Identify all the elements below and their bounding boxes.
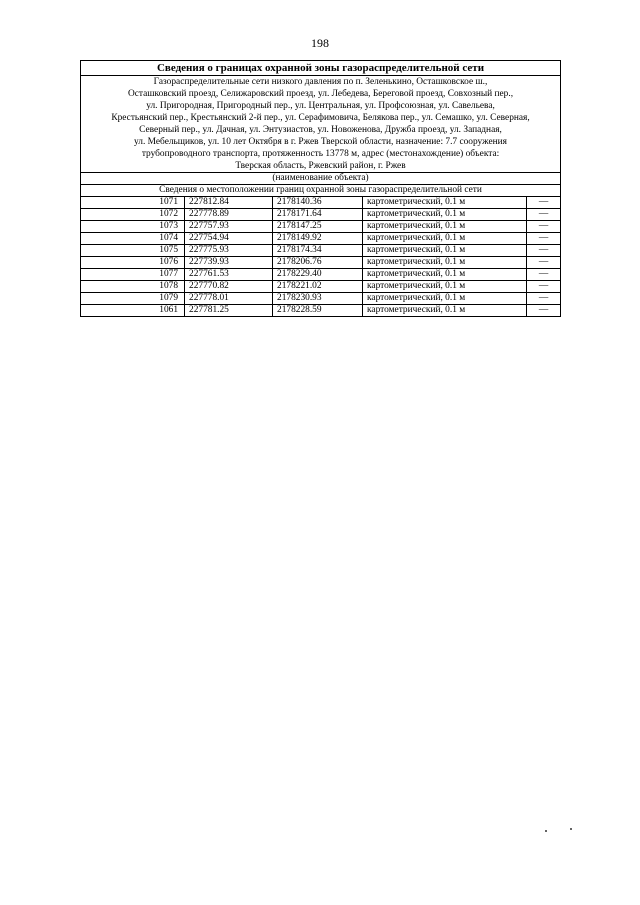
coordinate-x: 227812.84 (185, 197, 273, 209)
coordinate-y: 2178229.40 (273, 269, 363, 281)
coordinate-y: 2178206.76 (273, 257, 363, 269)
object-name-label: (наименование объекта) (81, 173, 561, 185)
description-line: ул. Пригородная, Пригородный пер., ул. Центральная, ул. Профсоюзная, ул. Савельева, (146, 101, 495, 111)
point-number: 1076 (81, 257, 185, 269)
determination-method: картометрический, 0.1 м (363, 269, 527, 281)
coordinate-x: 227778.89 (185, 209, 273, 221)
point-number: 1078 (81, 281, 185, 293)
point-description: — (527, 269, 561, 281)
determination-method: картометрический, 0.1 м (363, 197, 527, 209)
coordinate-x: 227770.82 (185, 281, 273, 293)
point-description: — (527, 209, 561, 221)
table-row (81, 269, 561, 281)
description-line: трубопроводного транспорта, протяженность 13778 м, адрес (местонахождение) объекта: (141, 149, 500, 159)
coordinate-y: 2178230.93 (273, 293, 363, 305)
table-row (81, 257, 561, 269)
point-description: — (527, 281, 561, 293)
point-number: 1073 (81, 221, 185, 233)
point-description: — (527, 233, 561, 245)
point-description: — (527, 245, 561, 257)
coordinate-y: 2178140.36 (273, 197, 363, 209)
description-line: Тверская область, Ржевский район, г. Ржев (235, 161, 406, 171)
table-row (81, 305, 561, 317)
determination-method: картометрический, 0.1 м (363, 293, 527, 305)
scan-speck (570, 828, 572, 830)
coordinate-y: 2178221.02 (273, 281, 363, 293)
scan-speck (545, 830, 547, 832)
point-number: 1077 (81, 269, 185, 281)
table-row (81, 221, 561, 233)
point-number: 1072 (81, 209, 185, 221)
point-number: 1074 (81, 233, 185, 245)
point-number: 1071 (81, 197, 185, 209)
coordinate-y: 2178149.92 (273, 233, 363, 245)
determination-method: картометрический, 0.1 м (363, 209, 527, 221)
coordinate-x: 227778.01 (185, 293, 273, 305)
description-line: Осташковский проезд, Селижаровский проезд, ул. Лебедева, Береговой проезд, Совхозный пер., (127, 89, 514, 99)
point-description: — (527, 305, 561, 317)
coordinate-y: 2178147.25 (273, 221, 363, 233)
boundary-table (80, 60, 561, 317)
table-row (81, 293, 561, 305)
description-line: Газораспределительные сети низкого давления по п. Зеленькино, Осташковское ш., (153, 77, 488, 87)
point-number: 1079 (81, 293, 185, 305)
coordinate-x: 227757.93 (185, 221, 273, 233)
page-number: 198 (311, 36, 329, 50)
coordinate-x: 227775.93 (185, 245, 273, 257)
coordinate-y: 2178171.64 (273, 209, 363, 221)
coordinate-x: 227739.93 (185, 257, 273, 269)
determination-method: картометрический, 0.1 м (363, 257, 527, 269)
table-row (81, 245, 561, 257)
point-description: — (527, 197, 561, 209)
description-line: ул. Мебельщиков, ул. 10 лет Октября в г. Ржев Тверской области, назначение: 7.7 сооружения (134, 137, 507, 147)
coordinate-x: 227761.53 (185, 269, 273, 281)
point-number: 1075 (81, 245, 185, 257)
table-row (81, 281, 561, 293)
point-description: — (527, 293, 561, 305)
coordinate-y: 2178174.34 (273, 245, 363, 257)
coordinate-y: 2178228.59 (273, 305, 363, 317)
table-row (81, 233, 561, 245)
table-title: Сведения о границах охранной зоны газораспределительной сети (81, 61, 561, 76)
coordinate-x: 227781.25 (185, 305, 273, 317)
determination-method: картометрический, 0.1 м (363, 245, 527, 257)
determination-method: картометрический, 0.1 м (363, 305, 527, 317)
description-line: Северный пер., ул. Дачная, ул. Энтузиастов, ул. Новоженова, Дружба проезд, ул. Западная, (139, 125, 502, 135)
point-number: 1061 (81, 305, 185, 317)
point-description: — (527, 257, 561, 269)
determination-method: картометрический, 0.1 м (363, 233, 527, 245)
object-description (81, 76, 561, 173)
table-row (81, 197, 561, 209)
coordinate-x: 227754.94 (185, 233, 273, 245)
point-description: — (527, 221, 561, 233)
description-line: Крестьянский пер., Крестьянский 2-й пер., ул. Серафимовича, Белякова пер., ул. Семашко, ул. Северная, (111, 113, 530, 123)
table-row (81, 209, 561, 221)
determination-method: картометрический, 0.1 м (363, 281, 527, 293)
location-header: Сведения о местоположении границ охранной зоны газораспределительной сети (81, 185, 561, 197)
determination-method: картометрический, 0.1 м (363, 221, 527, 233)
